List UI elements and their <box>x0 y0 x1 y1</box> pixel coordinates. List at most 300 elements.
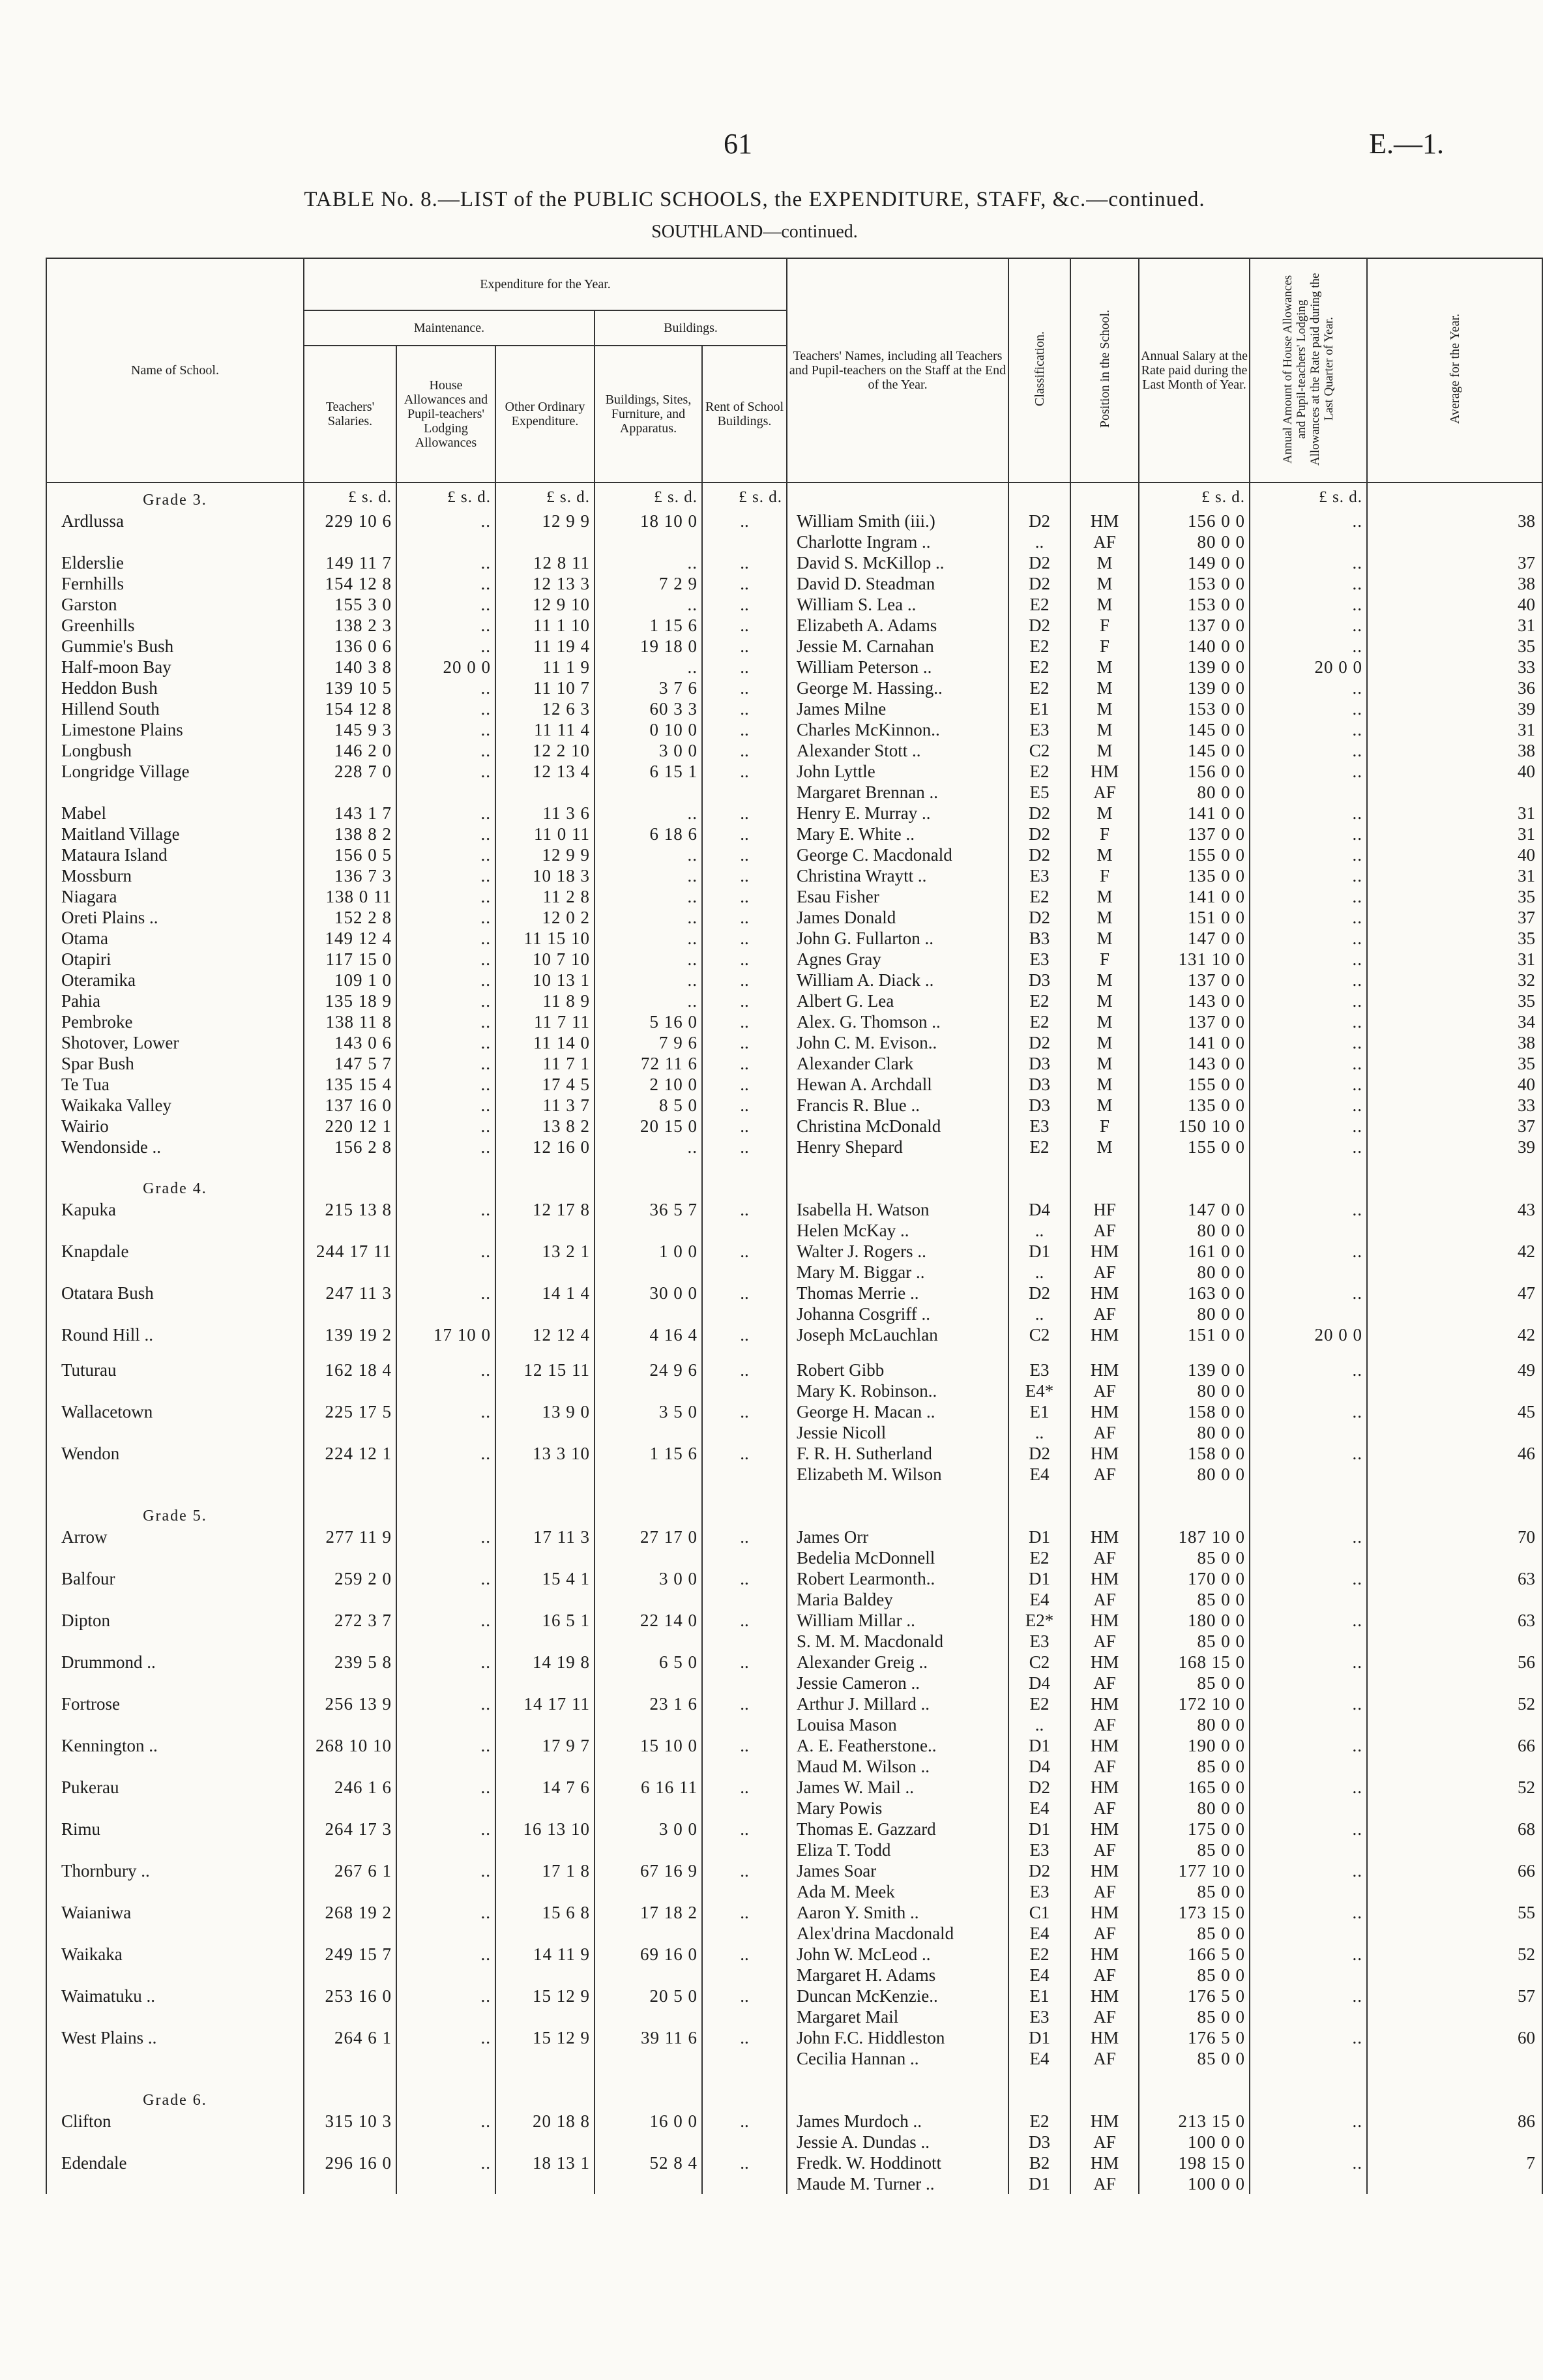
annual-salary: 85 0 0 <box>1139 2006 1250 2027</box>
average-attendance <box>1367 2006 1542 2027</box>
house-allowances: .. <box>396 1902 495 1923</box>
annual-salary: 177 10 0 <box>1139 1860 1250 1881</box>
other-expenditure: 11 11 4 <box>495 719 595 740</box>
rent-of-buildings: .. <box>702 573 787 594</box>
rent-of-buildings: .. <box>702 657 787 677</box>
classification: D2 <box>1008 1777 1070 1798</box>
classification: .. <box>1008 1220 1070 1241</box>
buildings-expenditure: 1 0 0 <box>595 1241 702 1262</box>
buildings-expenditure: 0 10 0 <box>595 719 702 740</box>
annual-salary: 153 0 0 <box>1139 594 1250 615</box>
school-name: Longbush <box>46 740 304 761</box>
other-expenditure: 13 8 2 <box>495 1116 595 1137</box>
position: HM <box>1070 1526 1139 1547</box>
school-name: Oteramika <box>46 970 304 990</box>
teachers-salaries: 156 2 8 <box>304 1137 396 1157</box>
average-attendance: 35 <box>1367 1053 1542 1074</box>
other-expenditure: 14 11 9 <box>495 1944 595 1965</box>
spacer-cell <box>46 1303 304 1324</box>
classification: D3 <box>1008 970 1070 990</box>
house-allowances: .. <box>396 1283 495 1303</box>
classification: E2* <box>1008 1610 1070 1631</box>
school-name: Drummond .. <box>46 1652 304 1673</box>
position: AF <box>1070 1673 1139 1693</box>
rent-of-buildings: .. <box>702 990 787 1011</box>
average-attendance: 31 <box>1367 824 1542 844</box>
school-row <box>46 1693 1542 1714</box>
school-name: Balfour <box>46 1568 304 1589</box>
spacer-cell <box>304 1798 396 1819</box>
teacher-name: Fredk. W. Hoddinott <box>787 2152 1008 2173</box>
school-name: Limestone Plains <box>46 719 304 740</box>
spacer-cell <box>396 1756 495 1777</box>
grade-row <box>46 1499 1542 1526</box>
header-other-expenditure: Other Ordinary Expenditure. <box>495 346 595 483</box>
other-expenditure: 16 13 10 <box>495 1819 595 1839</box>
spacer-cell <box>495 1262 595 1283</box>
spacer-cell <box>787 2069 1008 2083</box>
spacer-cell <box>46 1485 304 1499</box>
spacer-cell <box>396 531 495 552</box>
spacer-cell <box>495 1157 595 1172</box>
annual-salary: 147 0 0 <box>1139 928 1250 949</box>
other-expenditure: 11 3 6 <box>495 803 595 824</box>
position: M <box>1070 677 1139 698</box>
teachers-salaries: 109 1 0 <box>304 970 396 990</box>
average-attendance: 40 <box>1367 844 1542 865</box>
teachers-salaries: 136 7 3 <box>304 865 396 886</box>
position: AF <box>1070 2006 1139 2027</box>
spacer-cell <box>46 2173 304 2194</box>
average-attendance: 38 <box>1367 573 1542 594</box>
spacer-cell <box>495 1380 595 1401</box>
average-attendance <box>1367 1881 1542 1902</box>
annual-salary: 137 0 0 <box>1139 970 1250 990</box>
average-attendance: 31 <box>1367 865 1542 886</box>
spacer-cell <box>46 1714 304 1735</box>
other-expenditure: 12 13 4 <box>495 761 595 782</box>
teacher-name: Alexander Stott .. <box>787 740 1008 761</box>
classification: E2 <box>1008 886 1070 907</box>
header-allowances: House Allowances and Pupil-teachers' Lodging Allowances <box>396 346 495 483</box>
classification: C2 <box>1008 1324 1070 1345</box>
spacer-cell <box>1070 1485 1139 1499</box>
annual-salary: 80 0 0 <box>1139 1422 1250 1443</box>
annual-allowance <box>1250 1380 1367 1401</box>
school-row <box>46 824 1542 844</box>
school-row <box>46 1074 1542 1095</box>
school-name: Arrow <box>46 1526 304 1547</box>
school-row <box>46 949 1542 970</box>
teachers-salaries: 143 1 7 <box>304 803 396 824</box>
teacher-name: Christina Wraytt .. <box>787 865 1008 886</box>
house-allowances: .. <box>396 1986 495 2006</box>
annual-salary: 141 0 0 <box>1139 803 1250 824</box>
average-attendance: 42 <box>1367 1241 1542 1262</box>
annual-salary: 85 0 0 <box>1139 1673 1250 1693</box>
school-row <box>46 1443 1542 1464</box>
spacer-cell <box>495 2069 595 2083</box>
teacher-name: Agnes Gray <box>787 949 1008 970</box>
house-allowances: .. <box>396 698 495 719</box>
annual-salary: 149 0 0 <box>1139 552 1250 573</box>
spacer-cell <box>1139 1172 1250 1199</box>
other-expenditure: 20 18 8 <box>495 2111 595 2132</box>
teacher-name: James Murdoch .. <box>787 2111 1008 2132</box>
average-attendance <box>1367 2048 1542 2069</box>
buildings-expenditure: 36 5 7 <box>595 1199 702 1220</box>
teacher-name: William Smith (iii.) <box>787 511 1008 531</box>
spacer-cell <box>46 2006 304 2027</box>
house-allowances: .. <box>396 615 495 636</box>
other-expenditure: 11 0 11 <box>495 824 595 844</box>
school-row <box>46 2111 1542 2132</box>
teachers-salaries: 145 9 3 <box>304 719 396 740</box>
annual-allowance: .. <box>1250 1443 1367 1464</box>
school-name: Pahia <box>46 990 304 1011</box>
classification: E3 <box>1008 1631 1070 1652</box>
spacer-cell <box>396 2048 495 2069</box>
page-reference: E.—1. <box>1369 128 1444 160</box>
teacher-name: Jessie Cameron .. <box>787 1673 1008 1693</box>
position: F <box>1070 636 1139 657</box>
rent-of-buildings: .. <box>702 1944 787 1965</box>
school-row <box>46 1902 1542 1923</box>
buildings-expenditure: 22 14 0 <box>595 1610 702 1631</box>
staff-row <box>46 1464 1542 1485</box>
spacer-cell <box>787 2083 1008 2111</box>
annual-allowance: .. <box>1250 990 1367 1011</box>
house-allowances: .. <box>396 886 495 907</box>
buildings-expenditure: 3 5 0 <box>595 1401 702 1422</box>
position: M <box>1070 886 1139 907</box>
position: HM <box>1070 1241 1139 1262</box>
buildings-expenditure: .. <box>595 865 702 886</box>
rent-of-buildings: .. <box>702 1568 787 1589</box>
buildings-expenditure: 67 16 9 <box>595 1860 702 1881</box>
spacer-cell <box>396 1881 495 1902</box>
schools-table <box>46 258 1543 2194</box>
spacer-cell <box>702 2173 787 2194</box>
annual-allowance <box>1250 1220 1367 1241</box>
position: AF <box>1070 1589 1139 1610</box>
header-buildings-sites: Buildings, Sites, Furniture, and Apparatus. <box>595 346 702 483</box>
classification: .. <box>1008 1422 1070 1443</box>
other-expenditure: 11 2 8 <box>495 886 595 907</box>
school-name: Pukerau <box>46 1777 304 1798</box>
school-row <box>46 657 1542 677</box>
school-name: Kapuka <box>46 1199 304 1220</box>
teacher-name: Mary K. Robinson.. <box>787 1380 1008 1401</box>
spacer-cell <box>595 1422 702 1443</box>
house-allowances: .. <box>396 1116 495 1137</box>
spacer-cell <box>1139 2083 1250 2111</box>
teacher-name: Arthur J. Millard .. <box>787 1693 1008 1714</box>
spacer-cell <box>495 1422 595 1443</box>
house-allowances: .. <box>396 970 495 990</box>
classification: E4 <box>1008 1798 1070 1819</box>
annual-allowance: 20 0 0 <box>1250 657 1367 677</box>
school-name: Elderslie <box>46 552 304 573</box>
staff-row <box>46 1798 1542 1819</box>
position: M <box>1070 698 1139 719</box>
classification: D3 <box>1008 1074 1070 1095</box>
buildings-expenditure: 20 5 0 <box>595 1986 702 2006</box>
teacher-name: Jessie A. Dundas .. <box>787 2132 1008 2152</box>
average-attendance: 37 <box>1367 1116 1542 1137</box>
annual-salary: 176 5 0 <box>1139 1986 1250 2006</box>
classification: B3 <box>1008 928 1070 949</box>
annual-salary: 190 0 0 <box>1139 1735 1250 1756</box>
school-row <box>46 740 1542 761</box>
classification: C2 <box>1008 740 1070 761</box>
house-allowances: .. <box>396 761 495 782</box>
spacer-cell <box>702 1881 787 1902</box>
other-expenditure: 12 9 10 <box>495 594 595 615</box>
classification: D4 <box>1008 1199 1070 1220</box>
house-allowances: .. <box>396 949 495 970</box>
spacer-cell <box>495 1673 595 1693</box>
average-attendance: 49 <box>1367 1360 1542 1380</box>
staff-row <box>46 1589 1542 1610</box>
position: HM <box>1070 1568 1139 1589</box>
rent-of-buildings: .. <box>702 824 787 844</box>
spacer-cell <box>46 1547 304 1568</box>
rent-of-buildings: .. <box>702 1199 787 1220</box>
house-allowances: .. <box>396 1693 495 1714</box>
school-name: Fortrose <box>46 1693 304 1714</box>
annual-allowance: 20 0 0 <box>1250 1324 1367 1345</box>
spacer-cell <box>495 1172 595 1199</box>
average-attendance: 36 <box>1367 677 1542 698</box>
annual-salary: 155 0 0 <box>1139 844 1250 865</box>
rent-of-buildings: .. <box>702 1401 787 1422</box>
spacer-cell <box>396 1673 495 1693</box>
teacher-name: Hewan A. Archdall <box>787 1074 1008 1095</box>
staff-row <box>46 1262 1542 1283</box>
header-expenditure: Expenditure for the Year. <box>304 258 787 310</box>
school-name: Heddon Bush <box>46 677 304 698</box>
spacer-cell <box>702 1303 787 1324</box>
classification: D3 <box>1008 1095 1070 1116</box>
classification: E2 <box>1008 1137 1070 1157</box>
classification: .. <box>1008 1303 1070 1324</box>
school-row <box>46 1986 1542 2006</box>
spacer-cell <box>595 2132 702 2152</box>
spacer-cell <box>304 1464 396 1485</box>
average-attendance: 43 <box>1367 1199 1542 1220</box>
buildings-expenditure: 60 3 3 <box>595 698 702 719</box>
teachers-salaries: 139 19 2 <box>304 1324 396 1345</box>
annual-allowance: .. <box>1250 677 1367 698</box>
spacer-cell <box>787 1499 1008 1526</box>
rent-of-buildings: .. <box>702 1011 787 1032</box>
house-allowances: .. <box>396 844 495 865</box>
school-row <box>46 761 1542 782</box>
teachers-salaries: 154 12 8 <box>304 573 396 594</box>
annual-salary: 80 0 0 <box>1139 1464 1250 1485</box>
classification: E3 <box>1008 1360 1070 1380</box>
position: AF <box>1070 1756 1139 1777</box>
annual-allowance <box>1250 1589 1367 1610</box>
spacer-cell <box>495 1303 595 1324</box>
spacer-cell <box>46 1380 304 1401</box>
teacher-name: Margaret Brennan .. <box>787 782 1008 803</box>
spacer-cell <box>304 1345 396 1360</box>
position: AF <box>1070 2048 1139 2069</box>
classification: E4 <box>1008 1464 1070 1485</box>
annual-allowance: .. <box>1250 1777 1367 1798</box>
position: AF <box>1070 1464 1139 1485</box>
school-row <box>46 970 1542 990</box>
school-name: Spar Bush <box>46 1053 304 1074</box>
house-allowances: .. <box>396 677 495 698</box>
annual-allowance: .. <box>1250 803 1367 824</box>
classification: .. <box>1008 531 1070 552</box>
spacer-cell <box>1008 2083 1070 2111</box>
spacer-cell <box>396 1798 495 1819</box>
teacher-name: Jessie Nicoll <box>787 1422 1008 1443</box>
spacer-cell <box>495 2173 595 2194</box>
spacer-cell <box>595 1965 702 1986</box>
annual-allowance: .. <box>1250 1137 1367 1157</box>
spacer-cell <box>787 1345 1008 1360</box>
staff-row <box>46 1380 1542 1401</box>
spacer-cell <box>46 1220 304 1241</box>
annual-allowance: .. <box>1250 1610 1367 1631</box>
classification: E2 <box>1008 1547 1070 1568</box>
spacer-cell <box>1139 2069 1250 2083</box>
spacer-cell <box>595 1172 702 1199</box>
classification: D2 <box>1008 1443 1070 1464</box>
other-expenditure: 13 9 0 <box>495 1401 595 1422</box>
teacher-name: Alexander Greig .. <box>787 1652 1008 1673</box>
spacer-cell <box>495 1547 595 1568</box>
average-attendance: 33 <box>1367 1095 1542 1116</box>
teachers-salaries: 253 16 0 <box>304 1986 396 2006</box>
average-attendance <box>1367 1673 1542 1693</box>
rent-of-buildings: .. <box>702 594 787 615</box>
teachers-salaries: 147 5 7 <box>304 1053 396 1074</box>
school-row <box>46 803 1542 824</box>
average-attendance: 52 <box>1367 1944 1542 1965</box>
school-row <box>46 1324 1542 1345</box>
other-expenditure: 11 14 0 <box>495 1032 595 1053</box>
rent-of-buildings: .. <box>702 1032 787 1053</box>
classification: D1 <box>1008 2027 1070 2048</box>
spacer-cell <box>702 1499 787 1526</box>
spacer-cell <box>702 1673 787 1693</box>
position: HM <box>1070 1443 1139 1464</box>
annual-salary: 153 0 0 <box>1139 573 1250 594</box>
header-buildings: Buildings. <box>595 310 787 346</box>
spacer-cell <box>46 1965 304 1986</box>
average-attendance: 7 <box>1367 2152 1542 2173</box>
other-expenditure: 14 7 6 <box>495 1777 595 1798</box>
school-name: Greenhills <box>46 615 304 636</box>
spacer-cell <box>396 2069 495 2083</box>
classification: E3 <box>1008 1881 1070 1902</box>
spacer-cell <box>46 1157 304 1172</box>
classification: E1 <box>1008 1401 1070 1422</box>
unit-label: £ s. d. <box>396 483 495 511</box>
average-attendance: 32 <box>1367 970 1542 990</box>
position: AF <box>1070 1798 1139 1819</box>
spacer-cell <box>1250 1499 1367 1526</box>
teachers-salaries: 246 1 6 <box>304 1777 396 1798</box>
spacer-cell <box>595 2173 702 2194</box>
spacer-cell <box>304 1673 396 1693</box>
annual-allowance <box>1250 2048 1367 2069</box>
classification: D2 <box>1008 1860 1070 1881</box>
average-attendance <box>1367 2173 1542 2194</box>
annual-salary: 161 0 0 <box>1139 1241 1250 1262</box>
position: M <box>1070 719 1139 740</box>
spacer-cell <box>1250 2069 1367 2083</box>
annual-salary: 168 15 0 <box>1139 1652 1250 1673</box>
teacher-name: Robert Gibb <box>787 1360 1008 1380</box>
school-row <box>46 2152 1542 2173</box>
average-attendance <box>1367 1923 1542 1944</box>
house-allowances: .. <box>396 740 495 761</box>
spacer-cell <box>595 1499 702 1526</box>
position: M <box>1070 1095 1139 1116</box>
teacher-name: Robert Learmonth.. <box>787 1568 1008 1589</box>
annual-allowance: .. <box>1250 865 1367 886</box>
annual-allowance: .. <box>1250 1241 1367 1262</box>
grade-heading: Grade 6. <box>46 2083 304 2111</box>
other-expenditure: 12 9 9 <box>495 844 595 865</box>
rent-of-buildings: .. <box>702 698 787 719</box>
school-row <box>46 1401 1542 1422</box>
staff-row <box>46 1220 1542 1241</box>
school-row <box>46 1777 1542 1798</box>
teachers-salaries: 239 5 8 <box>304 1652 396 1673</box>
spacer-cell <box>1008 1499 1070 1526</box>
spacer-cell <box>1367 2083 1542 2111</box>
spacer-cell <box>396 2006 495 2027</box>
spacer-cell <box>1070 1157 1139 1172</box>
teachers-salaries: 296 16 0 <box>304 2152 396 2173</box>
annual-allowance: .. <box>1250 2152 1367 2173</box>
teachers-salaries: 138 0 11 <box>304 886 396 907</box>
teacher-name: Esau Fisher <box>787 886 1008 907</box>
average-attendance: 31 <box>1367 615 1542 636</box>
house-allowances: .. <box>396 1199 495 1220</box>
annual-allowance <box>1250 1547 1367 1568</box>
staff-row <box>46 2048 1542 2069</box>
teachers-salaries: 315 10 3 <box>304 2111 396 2132</box>
spacer-cell <box>702 1345 787 1360</box>
house-allowances: .. <box>396 2152 495 2173</box>
spacer-cell <box>396 1965 495 1986</box>
page-number: 61 <box>724 128 752 160</box>
position: HM <box>1070 2111 1139 2132</box>
teacher-name: William Peterson .. <box>787 657 1008 677</box>
spacer-cell <box>1070 1172 1139 1199</box>
annual-allowance: .. <box>1250 719 1367 740</box>
school-row <box>46 1053 1542 1074</box>
teacher-name: Jessie M. Carnahan <box>787 636 1008 657</box>
school-row <box>46 844 1542 865</box>
teacher-name: Alex. G. Thomson .. <box>787 1011 1008 1032</box>
spacer-cell <box>702 782 787 803</box>
average-attendance <box>1367 1422 1542 1443</box>
average-attendance <box>1367 531 1542 552</box>
school-name: Fernhills <box>46 573 304 594</box>
teacher-name: Mary M. Biggar .. <box>787 1262 1008 1283</box>
spacer-cell <box>495 1589 595 1610</box>
